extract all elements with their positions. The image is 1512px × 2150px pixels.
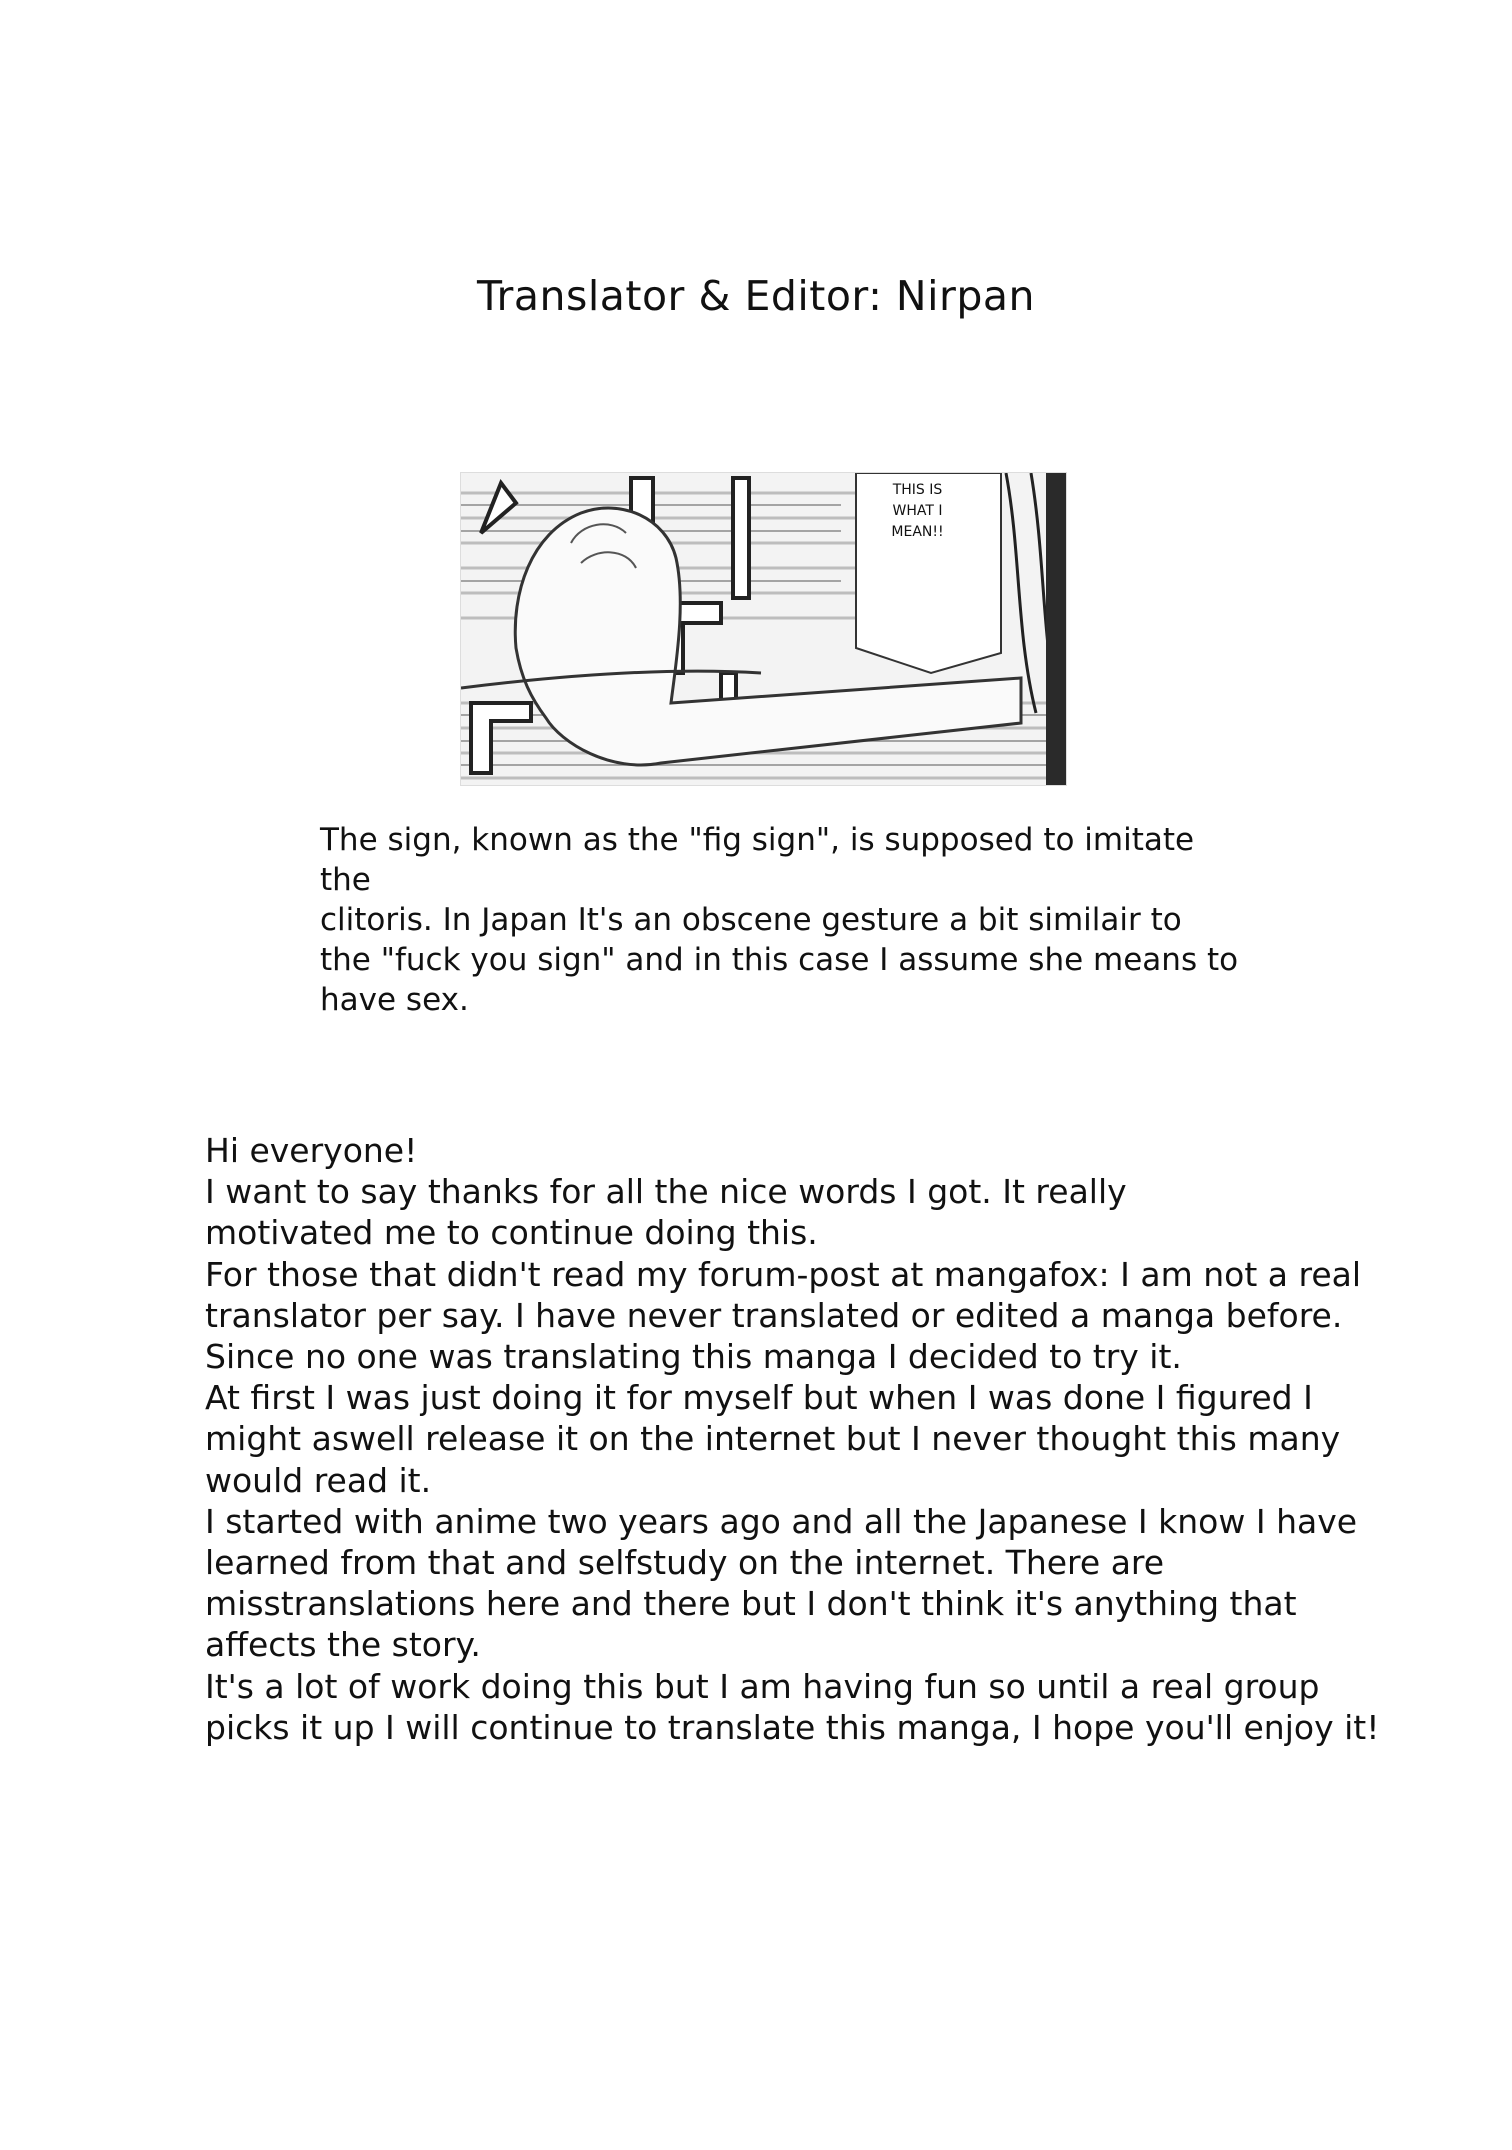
message-line: affects the story. <box>205 1625 481 1665</box>
message-line: might aswell release it on the internet but I never thought this many <box>205 1419 1341 1459</box>
note-line: the "fuck you sign" and in this case I assume she means to <box>320 942 1239 978</box>
message-line: motivated me to continue doing this. <box>205 1213 818 1253</box>
message-line: For those that didn't read my forum-post at mangafox: I am not a real <box>205 1254 1362 1294</box>
message-line: At first I was just doing it for myself but when I was done I figured I <box>205 1378 1313 1418</box>
message-line: picks it up I will continue to translate this manga, I hope you'll enjoy it! <box>205 1707 1380 1747</box>
message-line: It's a lot of work doing this but I am having fun so until a real group <box>205 1666 1320 1706</box>
translator-message <box>205 1130 1405 1748</box>
message-line: translator per say. I have never translated or edited a manga before. <box>205 1295 1343 1335</box>
speech-bubble-text <box>860 480 975 543</box>
bubble-line: THIS IS <box>892 482 943 498</box>
note-line: The sign, known as the "fig sign", is supposed to imitate the <box>320 822 1195 898</box>
manga-panel-illustration <box>461 473 1066 785</box>
message-line: I want to say thanks for all the nice words I got. It really <box>205 1172 1127 1212</box>
message-line: Since no one was translating this manga I decided to try it. <box>205 1337 1182 1377</box>
note-line: have sex. <box>320 982 469 1018</box>
translation-note <box>320 820 1250 1020</box>
message-line: I started with anime two years ago and all the Japanese I know I have <box>205 1501 1358 1541</box>
message-line: learned from that and selfstudy on the internet. There are <box>205 1543 1165 1583</box>
credit-line: Translator & Editor: Nirpan <box>477 272 1035 320</box>
message-line: Hi everyone! <box>205 1131 418 1170</box>
note-line: clitoris. In Japan It's an obscene gesture a bit similair to <box>320 902 1182 938</box>
message-line: would read it. <box>205 1460 432 1500</box>
manga-panel-image <box>460 472 1067 786</box>
message-line: misstranslations here and there but I don't think it's anything that <box>205 1584 1297 1624</box>
bubble-line: MEAN!! <box>891 524 944 540</box>
bubble-line: WHAT I <box>892 503 943 519</box>
